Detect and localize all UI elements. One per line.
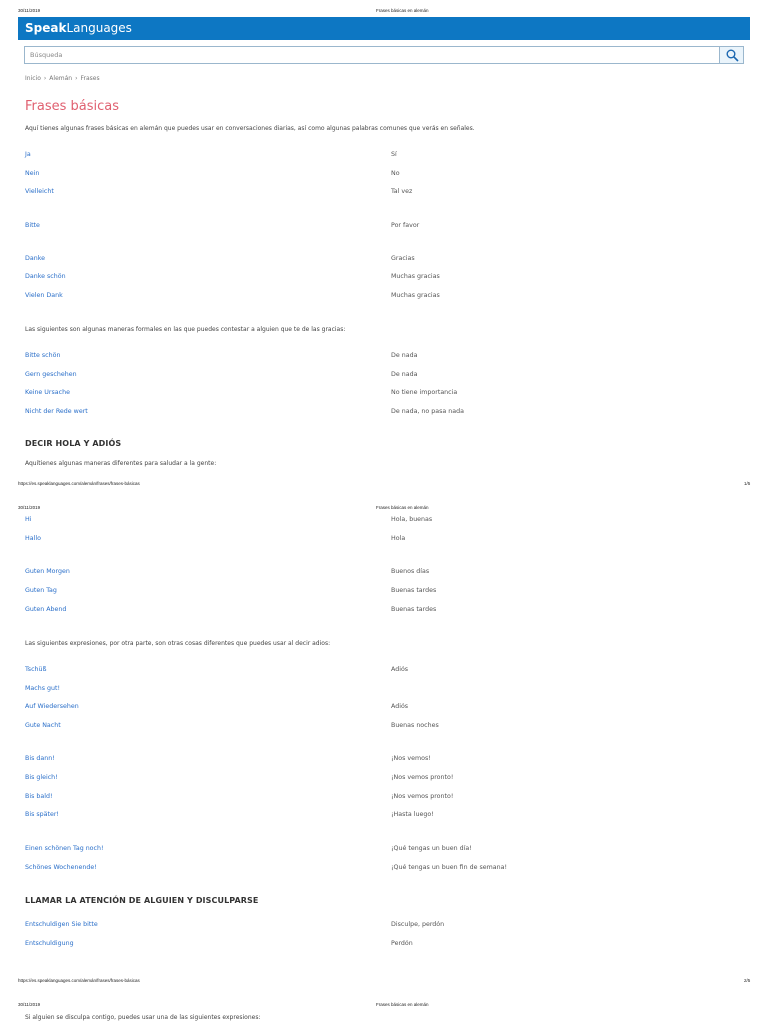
spanish-translation: ¡Nos vemos pronto! [391, 793, 454, 800]
german-phrase-link[interactable]: Einen schönen Tag noch! [25, 845, 104, 852]
german-phrase-link[interactable]: Bis dann! [25, 755, 55, 762]
german-phrase-link[interactable]: Machs gut! [25, 685, 61, 692]
german-phrase-link[interactable]: Bis später! [25, 811, 59, 818]
spanish-translation: Disculpe, perdón [391, 921, 445, 928]
spanish-translation: Hola, buenas [391, 516, 433, 523]
german-phrase-link[interactable]: Hi [25, 516, 32, 523]
german-phrase-link[interactable]: Tschüß [25, 666, 47, 673]
search-button[interactable] [719, 46, 744, 64]
spanish-translation: Por favor [391, 222, 420, 229]
german-phrase-link[interactable]: Guten Abend [25, 606, 67, 613]
german-phrase-link[interactable]: Nicht der Rede wert [25, 408, 88, 415]
print-doc-title: Frases básicas en alemán [376, 505, 429, 510]
spanish-translation: ¡Nos vemos pronto! [391, 774, 454, 781]
german-phrase-link[interactable]: Bitte [25, 222, 40, 229]
german-phrase-link[interactable]: Guten Tag [25, 587, 57, 594]
spanish-translation: ¡Qué tengas un buen día! [391, 845, 472, 852]
print-date: 30/11/2019 [18, 1002, 41, 1007]
spanish-translation: Sí [391, 151, 397, 158]
german-phrase-link[interactable]: Entschuldigen Sie bitte [25, 921, 98, 928]
adios-intro-text: Las siguientes expresiones, por otra parte, son otras cosas diferentes que puedes usar al decir adios: [25, 640, 331, 647]
german-phrase-link[interactable]: Schönes Wochenende! [25, 864, 97, 871]
formal-intro-text: Las siguientes son algunas maneras formales en las que puedes contestar a alguien que te de las gracias: [25, 326, 346, 333]
german-phrase-link[interactable]: Vielleicht [25, 188, 54, 195]
spanish-translation: Hola [391, 535, 406, 542]
spanish-translation: Perdón [391, 940, 413, 947]
german-phrase-link[interactable]: Danke schön [25, 273, 66, 280]
spanish-translation: ¡Qué tengas un buen fin de semana! [391, 864, 508, 871]
print-doc-title: Frases básicas en alemán [376, 8, 429, 13]
german-phrase-link[interactable]: Entschuldigung [25, 940, 74, 947]
breadcrumb-inicio[interactable]: Inicio [25, 75, 41, 82]
brand-logo-light[interactable]: Languages [66, 21, 132, 35]
spanish-translation: Buenas tardes [391, 587, 437, 594]
hola-intro-text: Aquítienes algunas maneras diferentes para saludar a la gente: [25, 460, 217, 467]
search-icon [726, 49, 739, 62]
spanish-translation: Gracias [391, 255, 415, 262]
spanish-translation: Muchas gracias [391, 273, 440, 280]
german-phrase-link[interactable]: Bis gleich! [25, 774, 58, 781]
print-date: 30/11/2019 [18, 505, 41, 510]
spanish-translation: Buenos días [391, 568, 430, 575]
spanish-translation: Adiós [391, 666, 409, 673]
print-url: https://es.speaklanguages.com/alemán/frases/frases-básicas [18, 481, 140, 486]
search-input[interactable]: Búsqueda [24, 46, 720, 64]
breadcrumb-separator: › [75, 75, 78, 82]
spanish-translation: Buenas noches [391, 722, 439, 729]
german-phrase-link[interactable]: Bis bald! [25, 793, 53, 800]
spanish-translation: Adiós [391, 703, 409, 710]
german-phrase-link[interactable]: Keine Ursache [25, 389, 70, 396]
spanish-translation: De nada, no pasa nada [391, 408, 464, 415]
german-phrase-link[interactable]: Auf Wiedersehen [25, 703, 79, 710]
german-phrase-link[interactable]: Bitte schön [25, 352, 61, 359]
print-date: 30/11/2019 [18, 8, 41, 13]
brand-bar [18, 17, 750, 40]
intro-text: Aquí tienes algunas frases básicas en alemán que puedes usar en conversaciones diarias, así como algunas palabras comunes que verás en señales. [25, 125, 475, 132]
german-phrase-link[interactable]: Nein [25, 170, 40, 177]
breadcrumb [25, 75, 100, 82]
breadcrumb-aleman[interactable]: Alemán [49, 75, 73, 82]
german-phrase-link[interactable]: Ja [25, 151, 31, 158]
breadcrumb-frases[interactable]: Frases [80, 75, 100, 82]
spanish-translation: ¡Hasta luego! [391, 811, 434, 818]
spanish-translation: De nada [391, 371, 418, 378]
breadcrumb-separator: › [43, 75, 47, 82]
page-title: Frases básicas [25, 99, 120, 114]
german-phrase-link[interactable]: Guten Morgen [25, 568, 70, 575]
brand-logo-bold[interactable]: Speak [25, 21, 67, 35]
section-heading-hola: DECIR HOLA Y ADIÓS [25, 439, 122, 448]
section-heading-atencion: LLAMAR LA ATENCIÓN DE ALGUIEN Y DISCULPARSE [25, 896, 259, 905]
german-phrase-link[interactable]: Gern geschehen [25, 371, 77, 378]
print-page-number: 1/5 [744, 481, 751, 486]
german-phrase-link[interactable]: Gute Nacht [25, 722, 61, 729]
spanish-translation: No [391, 170, 400, 177]
print-page-number: 2/5 [744, 978, 751, 983]
german-phrase-link[interactable]: Danke [25, 255, 45, 262]
spanish-translation: Buenas tardes [391, 606, 437, 613]
spanish-translation: ¡Nos vemos! [391, 755, 431, 762]
disculpa-intro-text: Si alguien se disculpa contigo, puedes usar una de las siguientes expresiones: [25, 1014, 261, 1021]
spanish-translation: Muchas gracias [391, 292, 440, 299]
print-doc-title: Frases básicas en alemán [376, 1002, 429, 1007]
spanish-translation: De nada [391, 352, 418, 359]
german-phrase-link[interactable]: Vielen Dank [25, 292, 63, 299]
print-url: https://es.speaklanguages.com/alemán/frases/frases-básicas [18, 978, 140, 983]
german-phrase-link[interactable]: Hallo [25, 535, 41, 542]
spanish-translation: No tiene importancia [391, 389, 458, 396]
spanish-translation: Tal vez [391, 188, 413, 195]
